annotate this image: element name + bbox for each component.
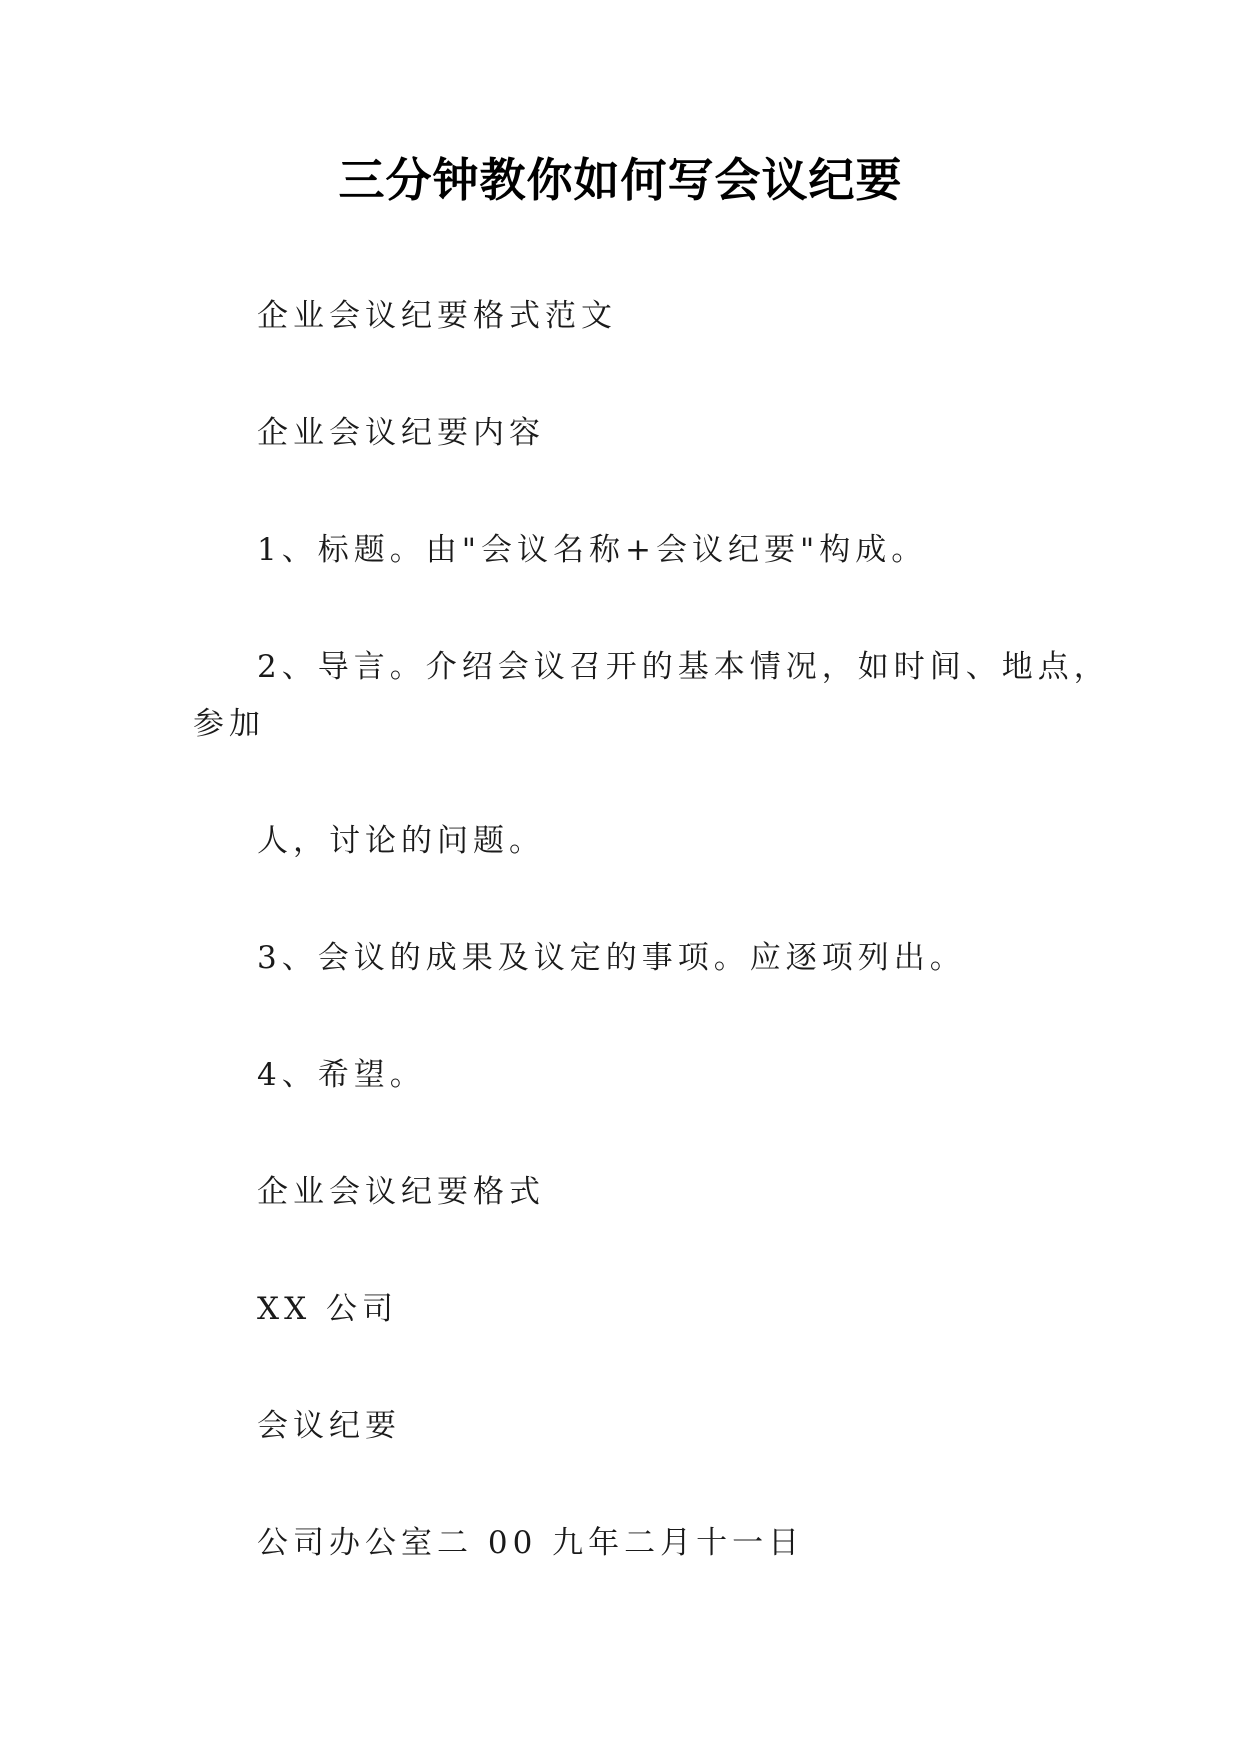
- paragraph-item-3: 3、会议的成果及议定的事项。应逐项列出。: [257, 940, 966, 976]
- paragraph-company: XX 公司: [257, 1291, 398, 1327]
- paragraph-item-2-wrap: 参加: [193, 706, 265, 742]
- paragraph-item-2: 2、导言。介绍会议召开的基本情况，如时间、地点，: [257, 649, 1110, 685]
- paragraph-content-heading: 企业会议纪要内容: [257, 415, 545, 451]
- paragraph-minutes-label: 会议纪要: [257, 1408, 401, 1444]
- paragraph-item-1: 1、标题。由"会议名称+会议纪要"构成。: [257, 532, 928, 568]
- document-title: 三分钟教你如何写会议纪要: [338, 153, 903, 207]
- paragraph-format-subheading: 企业会议纪要格式: [257, 1174, 545, 1210]
- paragraph-format-heading: 企业会议纪要格式范文: [257, 298, 617, 334]
- paragraph-office-date: 公司办公室二 00 九年二月十一日: [257, 1525, 805, 1561]
- paragraph-item-4: 4、希望。: [257, 1057, 426, 1093]
- paragraph-item-2-continued: 人，讨论的问题。: [257, 823, 545, 859]
